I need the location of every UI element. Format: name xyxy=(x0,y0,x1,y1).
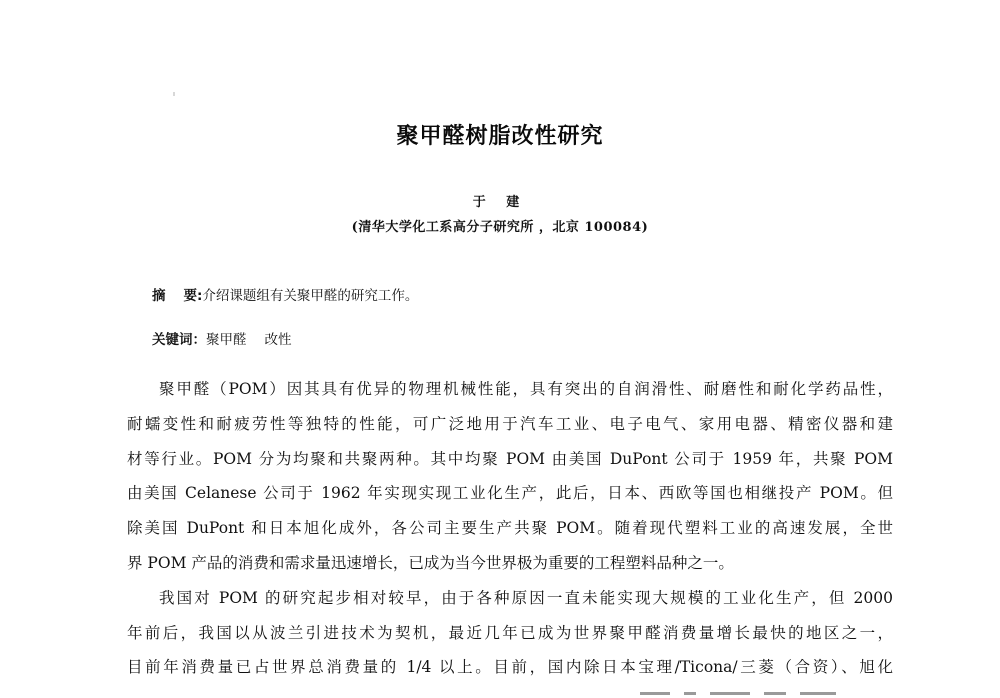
author-name: 于 建 xyxy=(472,195,528,210)
scan-speck xyxy=(173,92,175,96)
keyword-item: 改性 xyxy=(264,332,292,348)
paper-title: 聚甲醛树脂改性研究 xyxy=(396,124,604,149)
body-text xyxy=(127,372,893,685)
abstract-text: 介绍课题组有关聚甲醛的研究工作。 xyxy=(202,288,419,304)
text-line: 界 POM 产品的消费和需求量迅速增长，已成为当今世界极为重要的工程塑料品种之一。 xyxy=(127,553,734,572)
text-line: 耐蠕变性和耐疲劳性等独特的性能，可广泛地用于汽车工业、电子电气、家用电器、精密仪器和建 xyxy=(127,414,893,433)
abstract-label-part1: 摘 xyxy=(152,288,166,304)
text-line: 年前后，我国以从波兰引进技术为契机，最近几年已成为世界聚甲醛消费量增长最快的地区之一， xyxy=(127,623,893,642)
abstract-label xyxy=(152,288,202,304)
keyword-item: 聚甲醛 xyxy=(206,332,247,348)
abstract-label-part2: 要: xyxy=(183,288,203,304)
author-affiliation: (清华大学化工系高分子研究所 ，北京 100084) xyxy=(351,220,649,235)
cut-off-next-line xyxy=(640,692,900,698)
text-line: 除美国 DuPont 和日本旭化成外，各公司主要生产共聚 POM。随着现代塑料工业的高速发展，全世 xyxy=(127,519,893,538)
text-line: 目前年消费量已占世界总消费量的 1/4 以上。目前，国内除日本宝理/Ticona/三菱（合资）、旭化 xyxy=(127,658,893,677)
paragraph-1 xyxy=(127,372,893,581)
paragraph-2 xyxy=(127,581,893,685)
keywords-label: 关键词： xyxy=(152,332,206,348)
text-line: 聚甲醛（POM）因其具有优异的物理机械性能，具有突出的自润滑性、耐磨性和耐化学药品性， xyxy=(159,380,893,398)
text-line: 由美国 Celanese 公司于 1962 年实现实现工业化生产，此后，日本、西欧等国也相继投产 POM。但 xyxy=(127,484,893,503)
text-line: 材等行业。POM 分为均聚和共聚两种。其中均聚 POM 由美国 DuPont 公司于 1959 年，共聚 POM xyxy=(127,449,893,468)
keywords xyxy=(152,328,292,348)
abstract xyxy=(152,284,418,304)
text-line: 我国对 POM 的研究起步相对较早，由于各种原因一直未能实现大规模的工业化生产，但 2000 xyxy=(159,588,893,607)
